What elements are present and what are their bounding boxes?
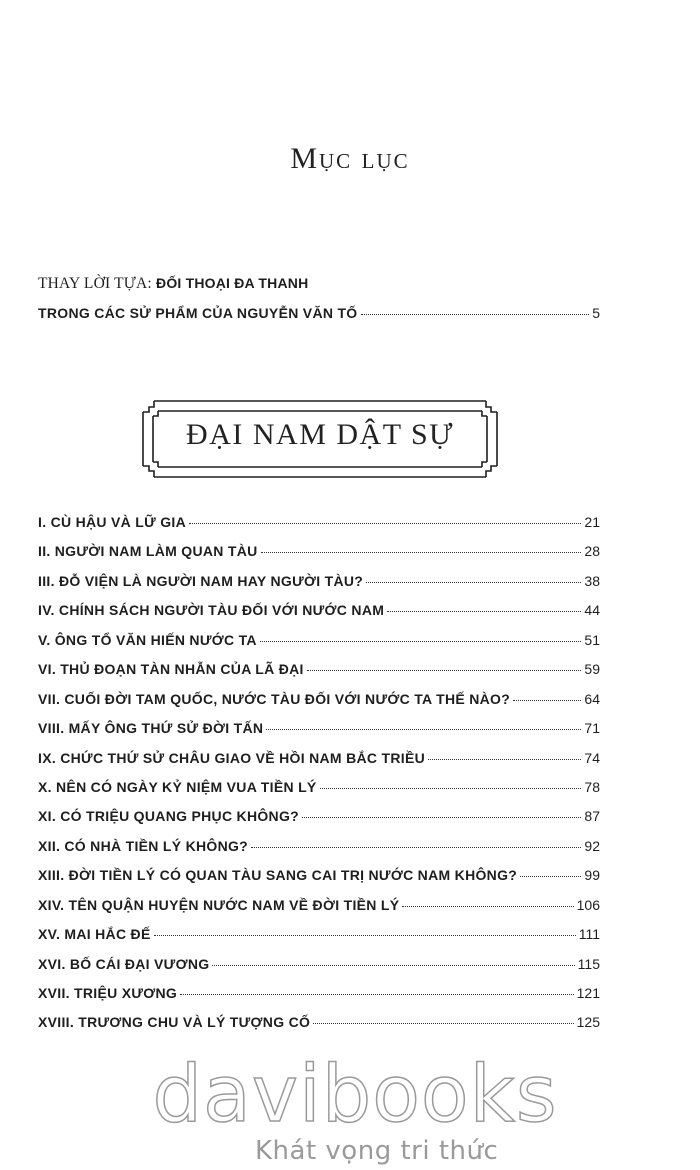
- dot-leader: [361, 314, 590, 315]
- toc-entry-title: IX. CHỨC THỨ SỬ CHÂU GIAO VỀ HỒI NAM BẮC TRIỀU: [38, 749, 425, 766]
- watermark-logo: davibooks: [152, 1050, 558, 1140]
- toc-entry: [38, 1008, 600, 1037]
- toc-entry-title: XVI. BỐ CÁI ĐẠI VƯƠNG: [38, 955, 210, 972]
- dot-leader: [402, 906, 573, 907]
- toc-entry-title: XVII. TRIỆU XƯƠNG: [38, 985, 178, 1001]
- toc-entry: [38, 979, 600, 1008]
- toc-entry-title: I. CÙ HẬU VÀ LỮ GIA: [38, 514, 186, 530]
- toc-entry: [38, 537, 600, 566]
- dot-leader: [302, 817, 581, 818]
- toc-entry: [38, 596, 600, 625]
- watermark: [145, 1050, 565, 1170]
- toc-entry-page-number: 44: [584, 602, 600, 619]
- dot-leader: [212, 965, 574, 966]
- preface-prefix: THAY LỜI TỰA:: [38, 275, 157, 292]
- toc-entry-title: IV. CHÍNH SÁCH NGƯỜI TÀU ĐỐI VỚI NƯỚC NAM: [38, 602, 385, 619]
- dot-leader: [154, 935, 576, 936]
- toc-entry: [38, 920, 600, 949]
- toc-entry-page-number: 51: [584, 631, 600, 648]
- dot-leader: [261, 552, 582, 553]
- toc-entry-page-number: 64: [584, 690, 600, 707]
- dot-leader: [520, 876, 581, 877]
- toc-entry-title: II. NGƯỜI NAM LÀM QUAN TÀU: [38, 543, 258, 560]
- toc-entry: [38, 802, 600, 831]
- table-of-contents: [38, 508, 600, 1038]
- toc-entry: [38, 567, 600, 596]
- toc-entry-page-number: 92: [584, 837, 600, 854]
- dot-leader: [428, 759, 581, 760]
- toc-entry-page-number: 71: [584, 720, 600, 737]
- toc-entry: [38, 950, 600, 979]
- toc-entry-page-number: 99: [584, 867, 600, 884]
- dot-leader: [180, 994, 574, 995]
- toc-entry-page-number: 21: [584, 514, 600, 530]
- toc-entry-page-number: 28: [584, 543, 600, 560]
- toc-entry-title: XI. CÓ TRIỆU QUANG PHỤC KHÔNG?: [38, 808, 300, 825]
- preface-entry: [38, 272, 600, 321]
- toc-entry-title: XV. MAI HẮC ĐẾ: [38, 926, 151, 943]
- toc-entry: [38, 832, 600, 861]
- dot-leader: [320, 788, 582, 789]
- dot-leader: [387, 611, 581, 612]
- toc-entry-page-number: 74: [584, 749, 600, 766]
- toc-entry-page-number: 121: [576, 985, 600, 1001]
- dot-leader: [260, 641, 582, 642]
- toc-entry: [38, 655, 600, 684]
- preface-title-part1: ĐỐI THOẠI ĐA THANH: [156, 275, 309, 291]
- toc-entry-title: XII. CÓ NHÀ TIỀN LÝ KHÔNG?: [38, 837, 249, 854]
- toc-entry-page-number: 111: [578, 926, 600, 943]
- dot-leader: [513, 700, 581, 701]
- dot-leader: [307, 670, 582, 671]
- preface-page-number: 5: [592, 305, 600, 321]
- toc-entry-page-number: 87: [584, 808, 600, 825]
- toc-entry: [38, 773, 600, 802]
- toc-entry-page-number: 59: [584, 661, 600, 678]
- toc-entry-title: X. NÊN CÓ NGÀY KỶ NIỆM VUA TIỀN LÝ: [38, 778, 317, 795]
- toc-entry: [38, 861, 600, 890]
- dot-leader: [251, 847, 581, 848]
- section-title: ĐẠI NAM DẬT SỰ: [186, 418, 454, 451]
- toc-entry-title: VII. CUỐI ĐỜI TAM QUỐC, NƯỚC TÀU ĐỐI VỚI NƯỚC TA THẾ NÀO?: [38, 690, 511, 707]
- section-title-frame: [140, 398, 500, 480]
- watermark-slogan: Khát vọng tri thức: [255, 1136, 499, 1166]
- toc-entry-title: XIII. ĐỜI TIỀN LÝ CÓ QUAN TÀU SANG CAI TRỊ NƯỚC NAM KHÔNG?: [38, 867, 518, 884]
- preface-title-part2: TRONG CÁC SỬ PHẨM CỦA NGUYỄN VĂN TỐ: [38, 305, 358, 321]
- dot-leader: [366, 582, 581, 583]
- toc-entry: [38, 508, 600, 537]
- toc-entry: [38, 744, 600, 773]
- toc-entry-title: XIV. TÊN QUẬN HUYỆN NƯỚC NAM VỀ ĐỜI TIỀN LÝ: [38, 896, 400, 913]
- toc-entry: [38, 626, 600, 655]
- toc-entry: [38, 891, 600, 920]
- toc-entry-page-number: 106: [576, 896, 600, 913]
- toc-entry-title: XVIII. TRƯƠNG CHU VÀ LÝ TƯỢNG CỐ: [38, 1014, 311, 1031]
- dot-leader: [313, 1023, 573, 1024]
- toc-entry-page-number: 125: [576, 1014, 600, 1031]
- dot-leader: [189, 523, 581, 524]
- page-title: Mục lục: [290, 142, 410, 175]
- dot-leader: [266, 729, 581, 730]
- toc-entry-title: VIII. MẤY ÔNG THỨ SỬ ĐỜI TẤN: [38, 720, 264, 737]
- toc-entry: [38, 685, 600, 714]
- toc-entry-title: VI. THỦ ĐOẠN TÀN NHẪN CỦA LÃ ĐẠI: [38, 661, 304, 678]
- toc-entry-page-number: 38: [584, 572, 600, 589]
- toc-entry-page-number: 115: [577, 955, 600, 972]
- toc-entry-page-number: 78: [584, 778, 600, 795]
- toc-entry-title: V. ÔNG TỔ VĂN HIẾN NƯỚC TA: [38, 631, 257, 648]
- preface-row: [38, 305, 600, 321]
- preface-title-line: [38, 272, 600, 294]
- toc-entry-title: III. ĐỖ VIỆN LÀ NGƯỜI NAM HAY NGƯỜI TÀU?: [38, 572, 364, 589]
- toc-entry: [38, 714, 600, 743]
